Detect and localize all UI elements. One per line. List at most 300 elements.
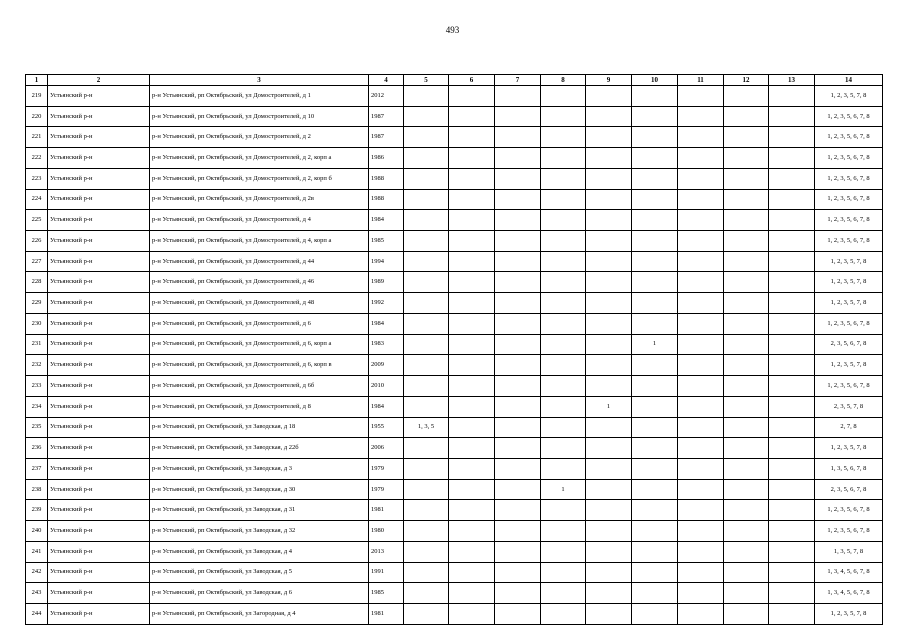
cell-col-7	[495, 376, 541, 397]
cell-col-5	[404, 355, 449, 376]
cell-col-11	[678, 334, 724, 355]
cell-address: р-н Устьянский, рп Октябрьский, ул Домостроителей, д 48	[150, 293, 369, 314]
cell-col-7	[495, 396, 541, 417]
cell-col-10	[632, 438, 678, 459]
cell-col-10	[632, 106, 678, 127]
cell-row-number: 225	[26, 210, 48, 231]
cell-col-5	[404, 210, 449, 231]
cell-col-9	[586, 189, 632, 210]
column-header-11: 11	[678, 75, 724, 86]
cell-col-5	[404, 500, 449, 521]
cell-row-number: 229	[26, 293, 48, 314]
cell-col-13	[769, 583, 815, 604]
cell-year: 1985	[369, 583, 404, 604]
cell-col-13	[769, 313, 815, 334]
cell-col-9	[586, 148, 632, 169]
cell-district: Устьянский р-н	[48, 458, 150, 479]
cell-col-6	[449, 127, 495, 148]
cell-col-12	[724, 438, 769, 459]
cell-col-11	[678, 500, 724, 521]
cell-address: р-н Устьянский, рп Октябрьский, ул Домостроителей, д 1	[150, 86, 369, 107]
cell-district: Устьянский р-н	[48, 479, 150, 500]
cell-col-10	[632, 231, 678, 252]
cell-col-9	[586, 500, 632, 521]
cell-col-6	[449, 376, 495, 397]
cell-year: 1987	[369, 106, 404, 127]
cell-col-5	[404, 603, 449, 624]
cell-col-13	[769, 168, 815, 189]
cell-address: р-н Устьянский, рп Октябрьский, ул Заводская, д 31	[150, 500, 369, 521]
cell-col-12	[724, 127, 769, 148]
cell-year: 1984	[369, 313, 404, 334]
cell-col-8	[541, 458, 586, 479]
cell-col-5	[404, 376, 449, 397]
table-row	[26, 293, 883, 314]
cell-row-number: 242	[26, 562, 48, 583]
cell-address: р-н Устьянский, рп Октябрьский, ул Заводская, д 30	[150, 479, 369, 500]
column-header-10: 10	[632, 75, 678, 86]
cell-col-8	[541, 521, 586, 542]
cell-col-8	[541, 334, 586, 355]
cell-col-9	[586, 231, 632, 252]
cell-col-9	[586, 438, 632, 459]
cell-col-12	[724, 562, 769, 583]
cell-col-11	[678, 251, 724, 272]
cell-col-11	[678, 231, 724, 252]
cell-col-13	[769, 148, 815, 169]
cell-col-10	[632, 396, 678, 417]
cell-col-5	[404, 168, 449, 189]
cell-col-7	[495, 251, 541, 272]
cell-col-12	[724, 583, 769, 604]
cell-col-10	[632, 458, 678, 479]
cell-col-14: 1, 2, 3, 5, 6, 7, 8	[815, 376, 883, 397]
cell-col-7	[495, 313, 541, 334]
cell-col-5	[404, 438, 449, 459]
table-row	[26, 86, 883, 107]
cell-col-10	[632, 355, 678, 376]
cell-col-10	[632, 376, 678, 397]
cell-address: р-н Устьянский, рп Октябрьский, ул Домостроителей, д 8	[150, 396, 369, 417]
cell-row-number: 230	[26, 313, 48, 334]
cell-row-number: 222	[26, 148, 48, 169]
cell-row-number: 244	[26, 603, 48, 624]
cell-col-8	[541, 417, 586, 438]
cell-col-7	[495, 355, 541, 376]
cell-col-11	[678, 168, 724, 189]
cell-col-8	[541, 251, 586, 272]
page-number: 493	[445, 25, 460, 35]
cell-col-8	[541, 231, 586, 252]
cell-year: 1979	[369, 458, 404, 479]
cell-row-number: 240	[26, 521, 48, 542]
cell-col-6	[449, 562, 495, 583]
cell-col-13	[769, 251, 815, 272]
cell-col-5	[404, 148, 449, 169]
cell-col-10	[632, 583, 678, 604]
cell-col-14: 1, 2, 3, 5, 7, 8	[815, 293, 883, 314]
cell-col-6	[449, 603, 495, 624]
table-row	[26, 168, 883, 189]
table-row	[26, 272, 883, 293]
cell-col-7	[495, 603, 541, 624]
cell-col-10	[632, 603, 678, 624]
cell-address: р-н Устьянский, рп Октябрьский, ул Домостроителей, д 2	[150, 127, 369, 148]
cell-col-7	[495, 541, 541, 562]
cell-col-6	[449, 479, 495, 500]
cell-col-10	[632, 168, 678, 189]
table-row	[26, 127, 883, 148]
cell-col-14: 1, 3, 4, 5, 6, 7, 8	[815, 562, 883, 583]
cell-col-7	[495, 458, 541, 479]
cell-col-13	[769, 127, 815, 148]
cell-col-5	[404, 458, 449, 479]
cell-col-12	[724, 168, 769, 189]
cell-col-13	[769, 396, 815, 417]
cell-col-6	[449, 458, 495, 479]
column-header-14: 14	[815, 75, 883, 86]
table-row	[26, 376, 883, 397]
cell-col-5	[404, 86, 449, 107]
cell-col-8	[541, 541, 586, 562]
cell-district: Устьянский р-н	[48, 334, 150, 355]
cell-year: 1988	[369, 168, 404, 189]
cell-col-7	[495, 417, 541, 438]
cell-col-12	[724, 272, 769, 293]
cell-col-14: 1, 2, 3, 5, 6, 7, 8	[815, 106, 883, 127]
cell-col-8	[541, 86, 586, 107]
column-header-6: 6	[449, 75, 495, 86]
cell-col-10	[632, 127, 678, 148]
cell-col-14: 2, 3, 5, 6, 7, 8	[815, 479, 883, 500]
cell-col-7	[495, 479, 541, 500]
cell-address: р-н Устьянский, рп Октябрьский, ул Домостроителей, д 44	[150, 251, 369, 272]
cell-year: 1955	[369, 417, 404, 438]
cell-col-6	[449, 396, 495, 417]
cell-col-9	[586, 86, 632, 107]
cell-col-8	[541, 106, 586, 127]
cell-col-6	[449, 583, 495, 604]
cell-col-8	[541, 189, 586, 210]
cell-address: р-н Устьянский, рп Октябрьский, ул Заводская, д 22б	[150, 438, 369, 459]
cell-col-11	[678, 313, 724, 334]
cell-col-12	[724, 106, 769, 127]
cell-address: р-н Устьянский, рп Октябрьский, ул Домостроителей, д 2в	[150, 189, 369, 210]
cell-col-7	[495, 438, 541, 459]
cell-row-number: 221	[26, 127, 48, 148]
cell-district: Устьянский р-н	[48, 562, 150, 583]
table-row	[26, 251, 883, 272]
cell-district: Устьянский р-н	[48, 438, 150, 459]
table-row	[26, 458, 883, 479]
cell-col-12	[724, 396, 769, 417]
cell-col-11	[678, 189, 724, 210]
cell-district: Устьянский р-н	[48, 231, 150, 252]
cell-district: Устьянский р-н	[48, 189, 150, 210]
cell-district: Устьянский р-н	[48, 417, 150, 438]
column-header-5: 5	[404, 75, 449, 86]
cell-district: Устьянский р-н	[48, 355, 150, 376]
cell-col-13	[769, 106, 815, 127]
table-row	[26, 603, 883, 624]
table-row	[26, 189, 883, 210]
cell-district: Устьянский р-н	[48, 272, 150, 293]
cell-col-8	[541, 272, 586, 293]
cell-year: 1985	[369, 231, 404, 252]
cell-col-13	[769, 293, 815, 314]
cell-col-9	[586, 479, 632, 500]
column-header-7: 7	[495, 75, 541, 86]
cell-col-5	[404, 293, 449, 314]
cell-row-number: 231	[26, 334, 48, 355]
cell-col-14: 1, 2, 3, 5, 7, 8	[815, 438, 883, 459]
table-row	[26, 541, 883, 562]
cell-col-7	[495, 500, 541, 521]
cell-address: р-н Устьянский, рп Октябрьский, ул Загородная, д 4	[150, 603, 369, 624]
cell-district: Устьянский р-н	[48, 583, 150, 604]
cell-col-8	[541, 562, 586, 583]
cell-col-5: 1, 3, 5	[404, 417, 449, 438]
table-row	[26, 106, 883, 127]
cell-year: 1981	[369, 500, 404, 521]
cell-col-11	[678, 86, 724, 107]
cell-col-8	[541, 438, 586, 459]
cell-address: р-н Устьянский, рп Октябрьский, ул Заводская, д 3	[150, 458, 369, 479]
cell-col-14: 1, 2, 3, 5, 6, 7, 8	[815, 189, 883, 210]
cell-year: 1991	[369, 562, 404, 583]
cell-district: Устьянский р-н	[48, 521, 150, 542]
cell-col-9	[586, 168, 632, 189]
cell-row-number: 232	[26, 355, 48, 376]
cell-col-6	[449, 313, 495, 334]
cell-col-9	[586, 293, 632, 314]
cell-district: Устьянский р-н	[48, 251, 150, 272]
cell-col-5	[404, 189, 449, 210]
cell-row-number: 234	[26, 396, 48, 417]
cell-col-10	[632, 189, 678, 210]
cell-district: Устьянский р-н	[48, 148, 150, 169]
cell-col-5	[404, 541, 449, 562]
cell-col-13	[769, 417, 815, 438]
cell-col-14: 1, 3, 4, 5, 6, 7, 8	[815, 583, 883, 604]
cell-col-11	[678, 148, 724, 169]
cell-col-5	[404, 396, 449, 417]
cell-col-13	[769, 334, 815, 355]
cell-col-11	[678, 479, 724, 500]
table-row	[26, 521, 883, 542]
cell-col-12	[724, 458, 769, 479]
table-row	[26, 438, 883, 459]
cell-col-8: 1	[541, 479, 586, 500]
cell-address: р-н Устьянский, рп Октябрьский, ул Домостроителей, д 46	[150, 272, 369, 293]
cell-col-10	[632, 417, 678, 438]
cell-year: 2006	[369, 438, 404, 459]
cell-col-14: 2, 3, 5, 6, 7, 8	[815, 334, 883, 355]
cell-col-5	[404, 251, 449, 272]
cell-district: Устьянский р-н	[48, 127, 150, 148]
cell-col-6	[449, 231, 495, 252]
cell-col-10	[632, 272, 678, 293]
cell-year: 1987	[369, 127, 404, 148]
cell-col-11	[678, 603, 724, 624]
cell-col-10	[632, 479, 678, 500]
table-row	[26, 334, 883, 355]
cell-district: Устьянский р-н	[48, 106, 150, 127]
cell-col-13	[769, 86, 815, 107]
cell-col-9	[586, 583, 632, 604]
cell-year: 1984	[369, 396, 404, 417]
table-row	[26, 562, 883, 583]
cell-address: р-н Устьянский, рп Октябрьский, ул Домостроителей, д 6, корп а	[150, 334, 369, 355]
cell-col-8	[541, 127, 586, 148]
cell-col-12	[724, 86, 769, 107]
cell-year: 2010	[369, 376, 404, 397]
cell-col-11	[678, 210, 724, 231]
table-row	[26, 479, 883, 500]
table-row	[26, 500, 883, 521]
cell-col-14: 1, 2, 3, 5, 6, 7, 8	[815, 210, 883, 231]
cell-col-7	[495, 583, 541, 604]
cell-col-12	[724, 376, 769, 397]
cell-col-14: 1, 2, 3, 5, 6, 7, 8	[815, 313, 883, 334]
cell-col-8	[541, 168, 586, 189]
cell-col-10	[632, 148, 678, 169]
cell-col-13	[769, 231, 815, 252]
cell-col-5	[404, 479, 449, 500]
cell-address: р-н Устьянский, рп Октябрьский, ул Домостроителей, д 6, корп в	[150, 355, 369, 376]
cell-col-13	[769, 355, 815, 376]
column-header-3: 3	[150, 75, 369, 86]
cell-row-number: 243	[26, 583, 48, 604]
cell-col-12	[724, 313, 769, 334]
cell-col-13	[769, 521, 815, 542]
cell-col-7	[495, 334, 541, 355]
cell-col-14: 1, 2, 3, 5, 7, 8	[815, 251, 883, 272]
cell-address: р-н Устьянский, рп Октябрьский, ул Заводская, д 32	[150, 521, 369, 542]
table-row	[26, 583, 883, 604]
cell-col-5	[404, 583, 449, 604]
cell-col-11	[678, 541, 724, 562]
cell-address: р-н Устьянский, рп Октябрьский, ул Заводская, д 4	[150, 541, 369, 562]
cell-address: р-н Устьянский, рп Октябрьский, ул Домостроителей, д 4, корп а	[150, 231, 369, 252]
cell-col-8	[541, 500, 586, 521]
cell-row-number: 239	[26, 500, 48, 521]
cell-col-13	[769, 210, 815, 231]
cell-col-13	[769, 189, 815, 210]
table-row	[26, 396, 883, 417]
cell-year: 1986	[369, 148, 404, 169]
cell-col-13	[769, 479, 815, 500]
cell-row-number: 236	[26, 438, 48, 459]
cell-district: Устьянский р-н	[48, 313, 150, 334]
cell-address: р-н Устьянский, рп Октябрьский, ул Заводская, д 6	[150, 583, 369, 604]
cell-col-7	[495, 293, 541, 314]
cell-col-7	[495, 168, 541, 189]
cell-district: Устьянский р-н	[48, 603, 150, 624]
cell-col-9: 1	[586, 396, 632, 417]
cell-col-12	[724, 251, 769, 272]
cell-col-9	[586, 127, 632, 148]
cell-col-7	[495, 86, 541, 107]
cell-district: Устьянский р-н	[48, 210, 150, 231]
cell-col-14: 1, 2, 3, 5, 7, 8	[815, 355, 883, 376]
cell-col-13	[769, 438, 815, 459]
cell-col-10	[632, 541, 678, 562]
cell-col-11	[678, 355, 724, 376]
cell-col-6	[449, 210, 495, 231]
cell-col-12	[724, 293, 769, 314]
cell-col-14: 1, 3, 5, 7, 8	[815, 541, 883, 562]
cell-col-6	[449, 355, 495, 376]
cell-col-6	[449, 500, 495, 521]
cell-col-14: 1, 3, 5, 6, 7, 8	[815, 458, 883, 479]
cell-year: 1980	[369, 521, 404, 542]
cell-col-9	[586, 417, 632, 438]
cell-col-11	[678, 396, 724, 417]
cell-col-9	[586, 355, 632, 376]
cell-col-12	[724, 210, 769, 231]
cell-col-5	[404, 313, 449, 334]
cell-col-7	[495, 106, 541, 127]
cell-row-number: 235	[26, 417, 48, 438]
cell-col-10	[632, 521, 678, 542]
cell-col-11	[678, 521, 724, 542]
cell-col-8	[541, 210, 586, 231]
cell-col-10: 1	[632, 334, 678, 355]
cell-district: Устьянский р-н	[48, 86, 150, 107]
cell-row-number: 219	[26, 86, 48, 107]
column-header-1: 1	[26, 75, 48, 86]
table-row	[26, 231, 883, 252]
cell-col-14: 2, 3, 5, 7, 8	[815, 396, 883, 417]
cell-address: р-н Устьянский, рп Октябрьский, ул Домостроителей, д 4	[150, 210, 369, 231]
cell-col-5	[404, 521, 449, 542]
cell-col-7	[495, 231, 541, 252]
cell-year: 1981	[369, 603, 404, 624]
cell-col-12	[724, 521, 769, 542]
cell-col-12	[724, 603, 769, 624]
cell-col-12	[724, 231, 769, 252]
cell-col-10	[632, 562, 678, 583]
cell-address: р-н Устьянский, рп Октябрьский, ул Заводская, д 18	[150, 417, 369, 438]
cell-col-10	[632, 313, 678, 334]
column-header-12: 12	[724, 75, 769, 86]
cell-year: 2009	[369, 355, 404, 376]
cell-col-5	[404, 562, 449, 583]
cell-col-5	[404, 106, 449, 127]
cell-address: р-н Устьянский, рп Октябрьский, ул Домостроителей, д 2, корп а	[150, 148, 369, 169]
cell-col-6	[449, 251, 495, 272]
cell-col-8	[541, 148, 586, 169]
cell-col-12	[724, 500, 769, 521]
cell-col-11	[678, 376, 724, 397]
cell-col-8	[541, 603, 586, 624]
cell-year: 1992	[369, 293, 404, 314]
cell-col-14: 1, 2, 3, 5, 7, 8	[815, 272, 883, 293]
cell-row-number: 220	[26, 106, 48, 127]
cell-col-11	[678, 583, 724, 604]
cell-col-14: 1, 2, 3, 5, 6, 7, 8	[815, 148, 883, 169]
cell-address: р-н Устьянский, рп Октябрьский, ул Домостроителей, д 6	[150, 313, 369, 334]
cell-col-13	[769, 376, 815, 397]
cell-col-9	[586, 521, 632, 542]
cell-col-14: 1, 2, 3, 5, 6, 7, 8	[815, 127, 883, 148]
cell-col-9	[586, 334, 632, 355]
column-header-4: 4	[369, 75, 404, 86]
cell-year: 1989	[369, 272, 404, 293]
cell-col-13	[769, 562, 815, 583]
cell-col-13	[769, 272, 815, 293]
